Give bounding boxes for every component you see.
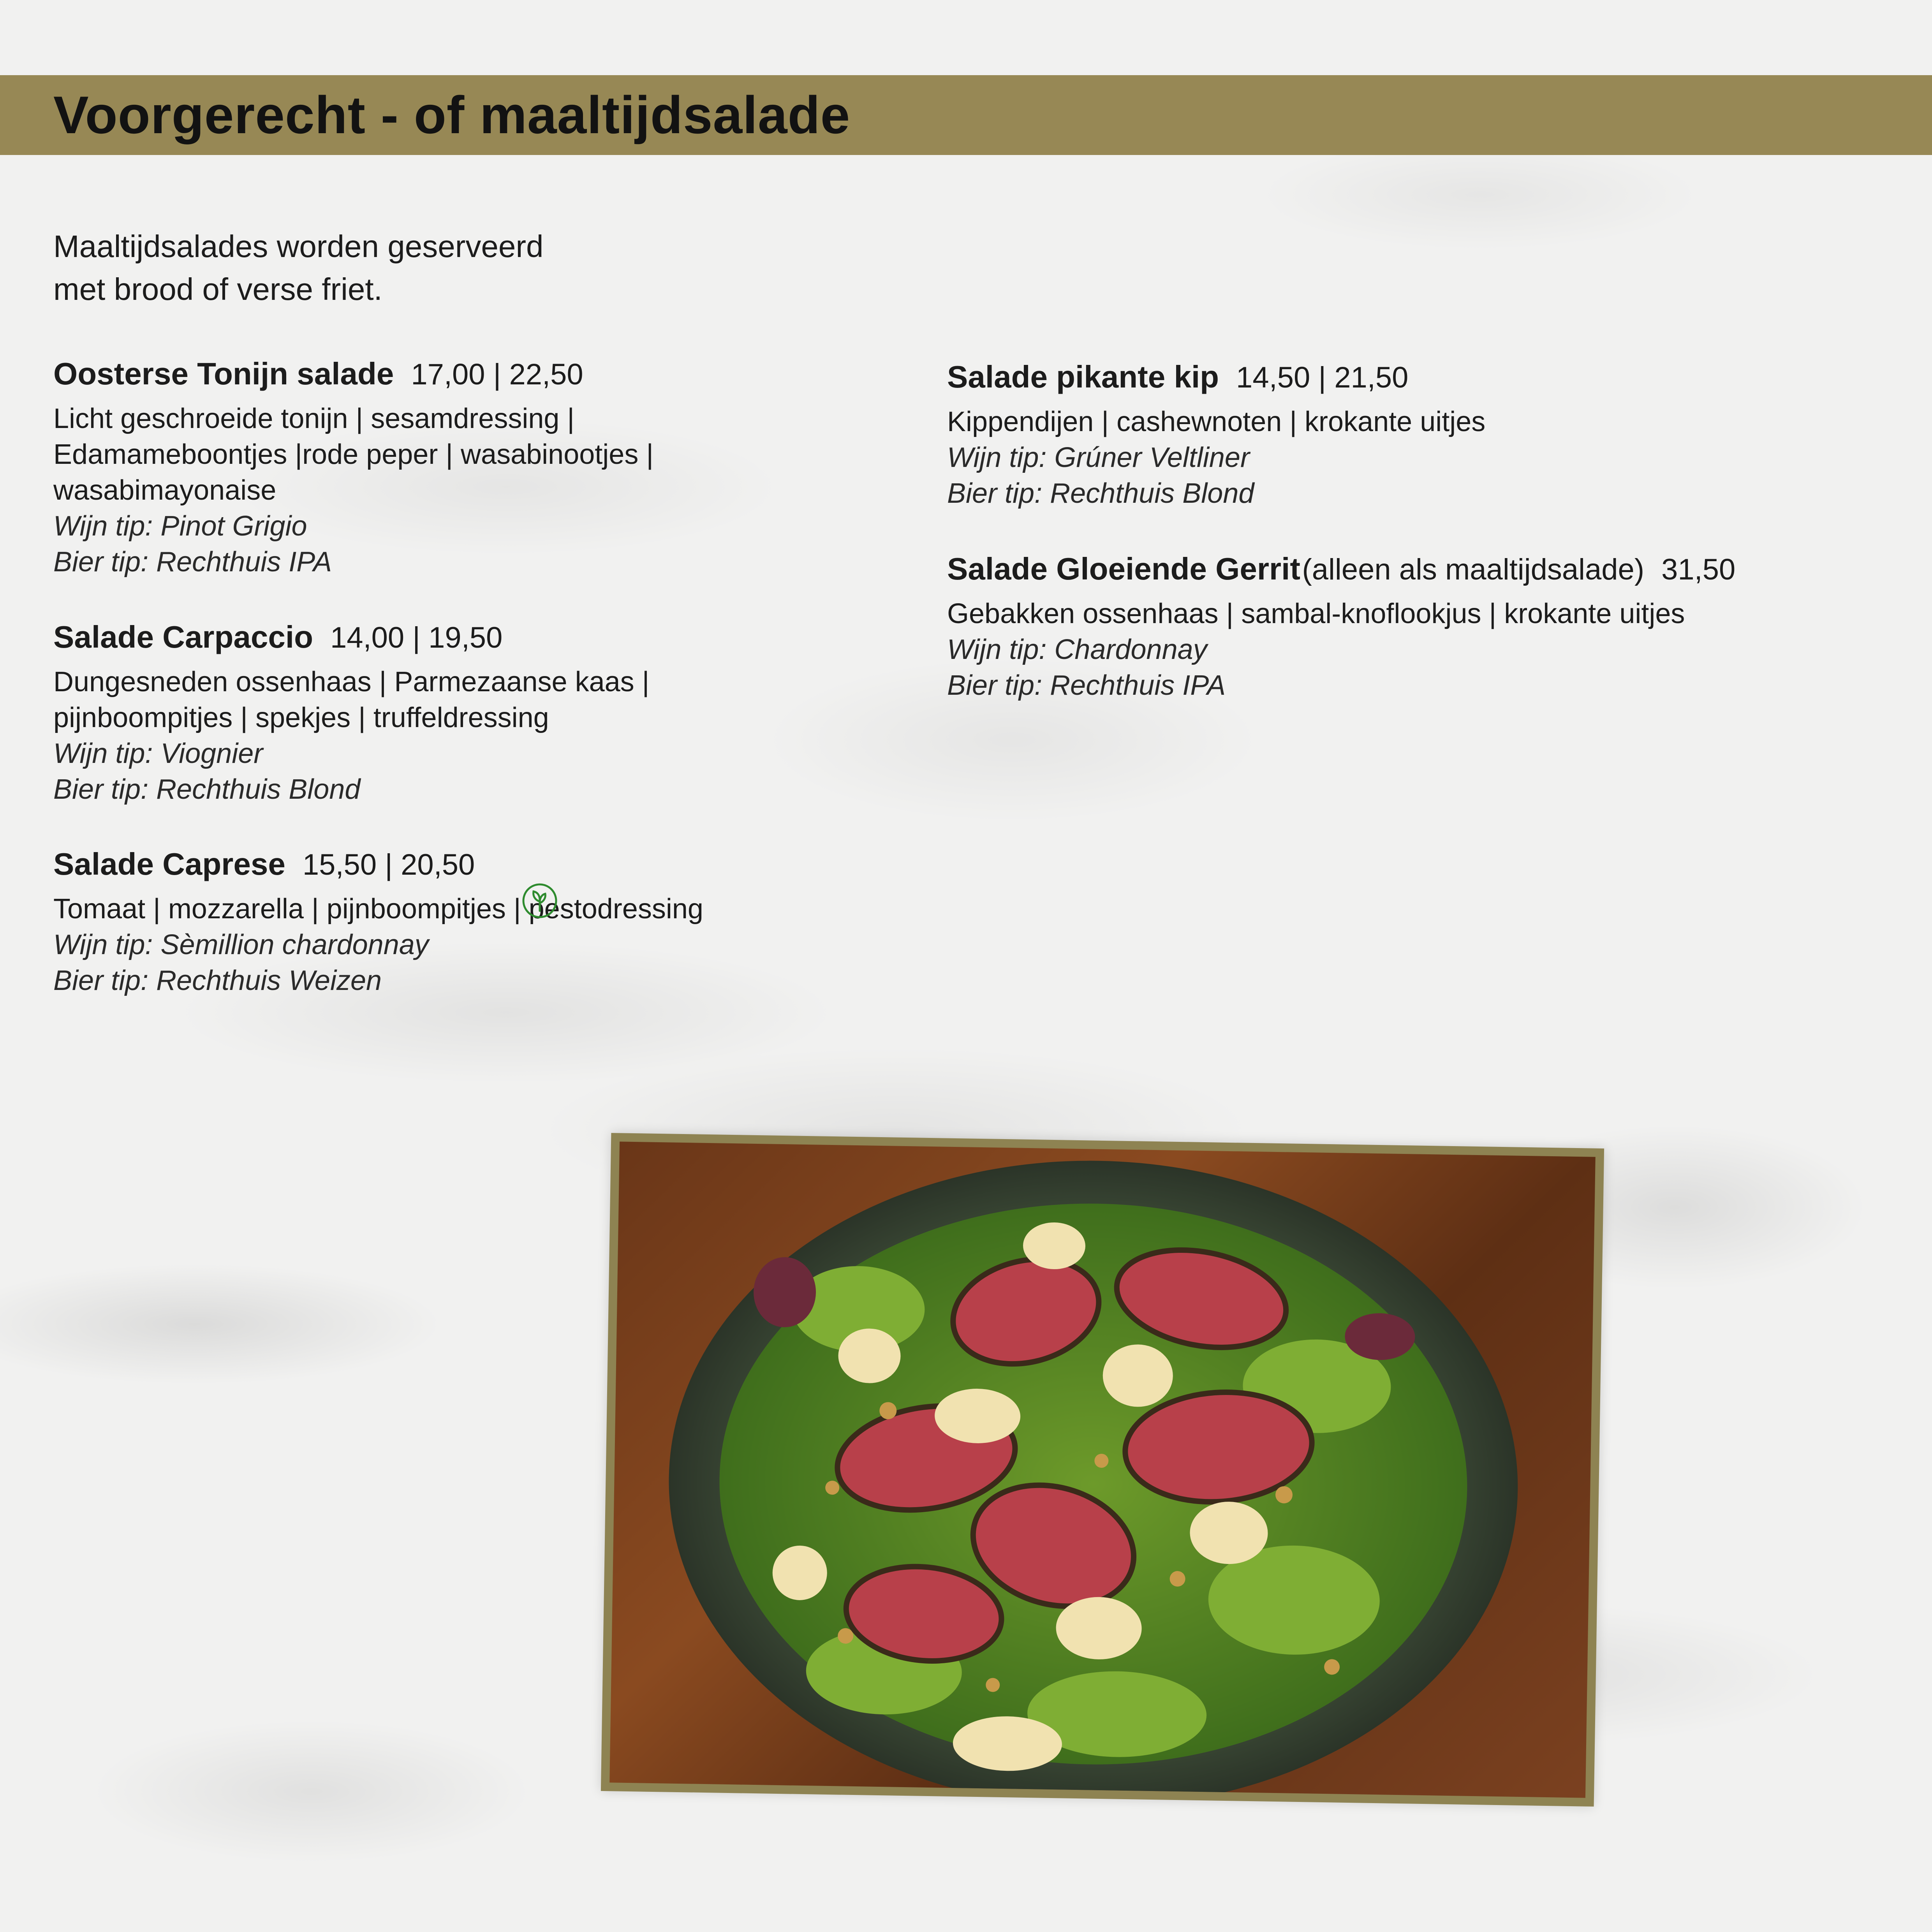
intro-text	[53, 225, 543, 311]
item-price: 17,00 | 22,50	[411, 358, 583, 391]
item-name: Salade Caprese	[53, 847, 285, 881]
wine-tip: Wijn tip: Chardonnay	[947, 634, 1207, 665]
item-description-line: Tomaat | mozzarella | pijnboompitjes | pestodressing	[53, 893, 703, 925]
intro-line: met brood of verse friet.	[53, 272, 382, 306]
menu-item-salade-pikante-kip	[947, 359, 1823, 511]
food-photo-frame	[601, 1133, 1604, 1807]
item-description-line: Gebakken ossenhaas | sambal-knoflookjus | krokante uitjes	[947, 598, 1685, 629]
salad-bowl-illustration	[609, 1141, 1596, 1798]
menu-item-salade-carpaccio	[53, 619, 930, 807]
header-bar	[0, 75, 1932, 155]
page-title: Voorgerecht - of maaltijdsalade	[53, 85, 851, 144]
beer-tip: Bier tip: Rechthuis Blond	[947, 478, 1254, 509]
wine-tip: Wijn tip: Pinot Grigio	[53, 511, 307, 542]
beer-tip: Bier tip: Rechthuis Weizen	[53, 965, 382, 996]
item-description-line: Licht geschroeide tonijn | sesamdressing |	[53, 403, 575, 434]
menu-item-salade-gloeiende-gerrit	[947, 551, 1882, 703]
item-note: (alleen als maaltijdsalade)	[1302, 553, 1645, 586]
menu-item-oosterse-tonijn-salade	[53, 356, 930, 580]
item-description-line: Edamameboontjes |rode peper | wasabinootjes |	[53, 439, 654, 470]
item-price: 14,50 | 21,50	[1236, 361, 1409, 394]
beer-tip: Bier tip: Rechthuis IPA	[947, 670, 1226, 701]
item-name: Salade pikante kip	[947, 359, 1219, 394]
wine-tip: Wijn tip: Viognier	[53, 738, 263, 769]
item-description-line: Kippendijen | cashewnoten | krokante uitjes	[947, 406, 1486, 437]
menu-item-salade-caprese	[53, 846, 930, 999]
item-price: 31,50	[1661, 553, 1736, 586]
item-description-line: pijnboompitjes | spekjes | truffeldressing	[53, 702, 549, 733]
item-description-line: Dungesneden ossenhaas | Parmezaanse kaas |	[53, 666, 650, 697]
food-photo	[609, 1141, 1596, 1798]
wine-tip: Wijn tip: Sèmillion chardonnay	[53, 929, 429, 960]
item-description-line: wasabimayonaise	[53, 475, 277, 506]
item-name: Salade Carpaccio	[53, 620, 313, 654]
vegetarian-icon	[521, 882, 558, 919]
intro-line: Maaltijdsalades worden geserveerd	[53, 229, 544, 264]
item-name: Oosterse Tonijn salade	[53, 356, 394, 391]
beer-tip: Bier tip: Rechthuis IPA	[53, 546, 332, 578]
beer-tip: Bier tip: Rechthuis Blond	[53, 774, 361, 805]
item-price: 15,50 | 20,50	[302, 848, 475, 881]
item-name: Salade Gloeiende Gerrit	[947, 551, 1300, 586]
wine-tip: Wijn tip: Grúner Veltliner	[947, 442, 1250, 473]
item-price: 14,00 | 19,50	[330, 621, 503, 654]
